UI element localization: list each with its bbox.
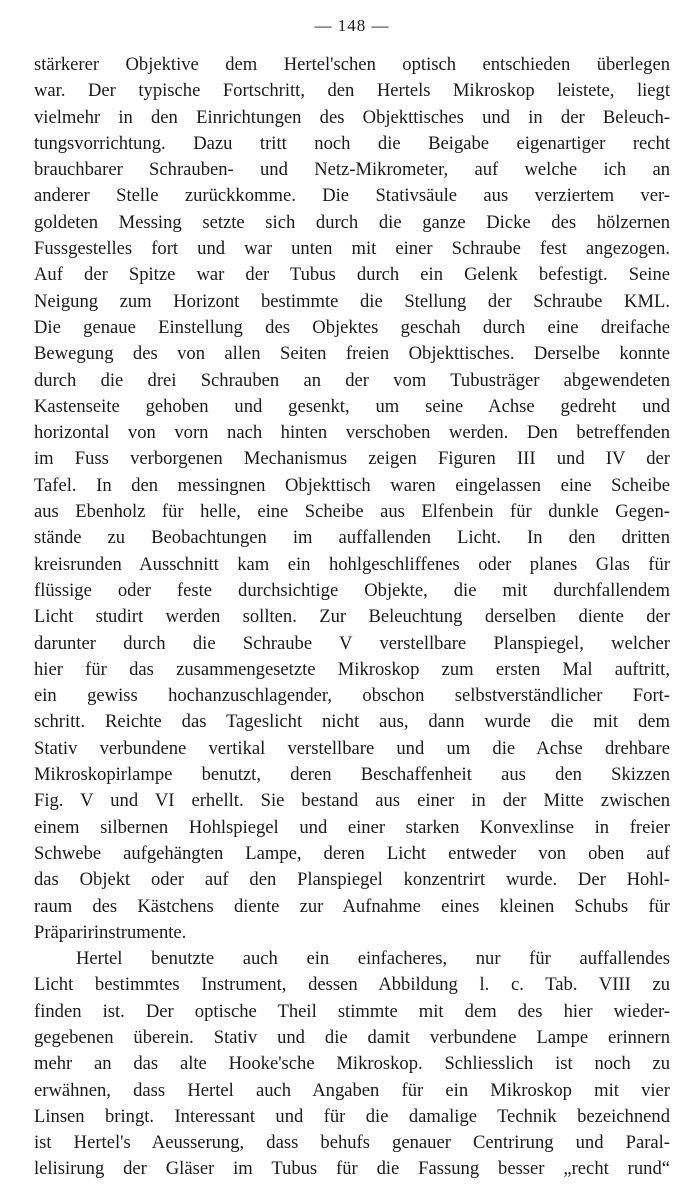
text-line: Fussgestelles fort und war unten mit einer Schraube fest angezogen. — [34, 238, 670, 260]
text-line: Die genaue Einstellung des Objektes geschah durch eine dreifache — [34, 316, 670, 338]
text-line: einem silbernen Hohlspiegel und einer starken Konvexlinse in freier — [34, 816, 670, 838]
text-line: Präparirinstrumente. — [34, 921, 187, 943]
text-line: raum des Kästchens diente zur Aufnahme eines kleinen Schubs für — [34, 895, 670, 917]
text-line: flüssige oder feste durchsichtige Objekte, die mit durchfallendem — [34, 579, 670, 601]
text-line: Stativ verbundene vertikal verstellbare und um die Achse drehbare — [34, 737, 670, 759]
text-line: Licht studirt werden sollten. Zur Beleuchtung derselben diente der — [34, 606, 670, 628]
text-line: Auf der Spitze war der Tubus durch ein Gelenk befestigt. Seine — [34, 264, 670, 286]
text-line: lelisirung der Gläser im Tubus für die Fassung besser „recht rund“ — [34, 1158, 670, 1180]
text-line: das Objekt oder auf den Planspiegel konzentrirt wurde. Der Hohl- — [34, 869, 670, 891]
page-number: — 148 — — [314, 16, 390, 35]
text-line: Mikroskopirlampe benutzt, deren Beschaffenheit aus den Skizzen — [34, 764, 670, 786]
text-line: brauchbarer Schrauben- und Netz-Mikrometer, auf welche ich an — [34, 159, 670, 181]
document-page — [34, 14, 670, 1183]
text-line: stärkerer Objektive dem Hertel'schen optisch entschieden überlegen — [34, 54, 670, 75]
text-line: horizontal von vorn nach hinten verschoben werden. Den betreffenden — [34, 422, 670, 444]
text-line: erwähnen, dass Hertel auch Angaben für ein Mikroskop mit vier — [34, 1079, 670, 1101]
text-line: ein gewiss hochanzuschlagender, obschon selbstverständlicher Fort- — [34, 685, 670, 707]
paragraph-2 — [34, 946, 670, 1183]
text-line: kreisrunden Ausschnitt kam ein hohlgeschliffenes oder planes Glas für — [34, 553, 670, 575]
text-line: Schwebe aufgehängten Lampe, deren Licht entweder von oben auf — [34, 842, 670, 864]
text-line: ist Hertel's Aeusserung, dass behufs genauer Centrirung und Paral- — [34, 1132, 670, 1154]
text-line: finden ist. Der optische Theil stimmte mit dem des hier wieder- — [34, 1000, 670, 1022]
text-line: Neigung zum Horizont bestimmte die Stellung der Schraube KML. — [34, 290, 670, 312]
text-line: Linsen bringt. Interessant und für die damalige Technik bezeichnend — [34, 1105, 670, 1127]
text-line: stände zu Beobachtungen im auffallenden Licht. In den dritten — [34, 527, 670, 549]
text-line: vielmehr in den Einrichtungen des Objekttisches und in der Beleuch- — [34, 106, 670, 128]
text-line: Hertel benutzte auch ein einfacheres, nur für auffallendes — [76, 948, 670, 970]
text-line: schritt. Reichte das Tageslicht nicht aus, dann wurde die mit dem — [34, 711, 670, 733]
text-line: durch die drei Schrauben an der vom Tubusträger abgewendeten — [34, 369, 670, 391]
text-line: goldeten Messing setzte sich durch die ganze Dicke des hölzernen — [34, 211, 670, 233]
text-line: Fig. V und VI erhellt. Sie bestand aus einer in der Mitte zwischen — [34, 790, 670, 812]
text-line: hier für das zusammengesetzte Mikroskop zum ersten Mal auftritt, — [34, 658, 670, 680]
text-line: darunter durch die Schraube V verstellbare Planspiegel, welcher — [34, 632, 670, 654]
paragraph-1 — [34, 52, 670, 946]
text-line: im Fuss verborgenen Mechanismus zeigen Figuren III und IV der — [34, 448, 670, 470]
text-line: mehr an das alte Hooke'sche Mikroskop. Schliesslich ist noch zu — [34, 1053, 670, 1075]
text-line: war. Der typische Fortschritt, den Hertels Mikroskop leistete, liegt — [34, 80, 670, 102]
text-line: Kastenseite gehoben und gesenkt, um seine Achse gedreht und — [34, 395, 670, 417]
text-line: aus Ebenholz für helle, eine Scheibe aus Elfenbein für dunkle Gegen- — [34, 501, 670, 523]
text-line: Licht bestimmtes Instrument, dessen Abbildung l. c. Tab. VIII zu — [34, 974, 670, 996]
text-line: tungsvorrichtung. Dazu tritt noch die Beigabe eigenartiger recht — [34, 132, 670, 154]
text-line: anderer Stelle zurückkomme. Die Stativsäule aus verziertem ver- — [34, 185, 670, 207]
text-line: Bewegung des von allen Seiten freien Objekttisches. Derselbe konnte — [34, 343, 670, 365]
text-line: gegebenen überein. Stativ und die damit verbundene Lampe erinnern — [34, 1026, 670, 1048]
text-line: Tafel. In den messingnen Objekttisch waren eingelassen eine Scheibe — [34, 474, 670, 496]
